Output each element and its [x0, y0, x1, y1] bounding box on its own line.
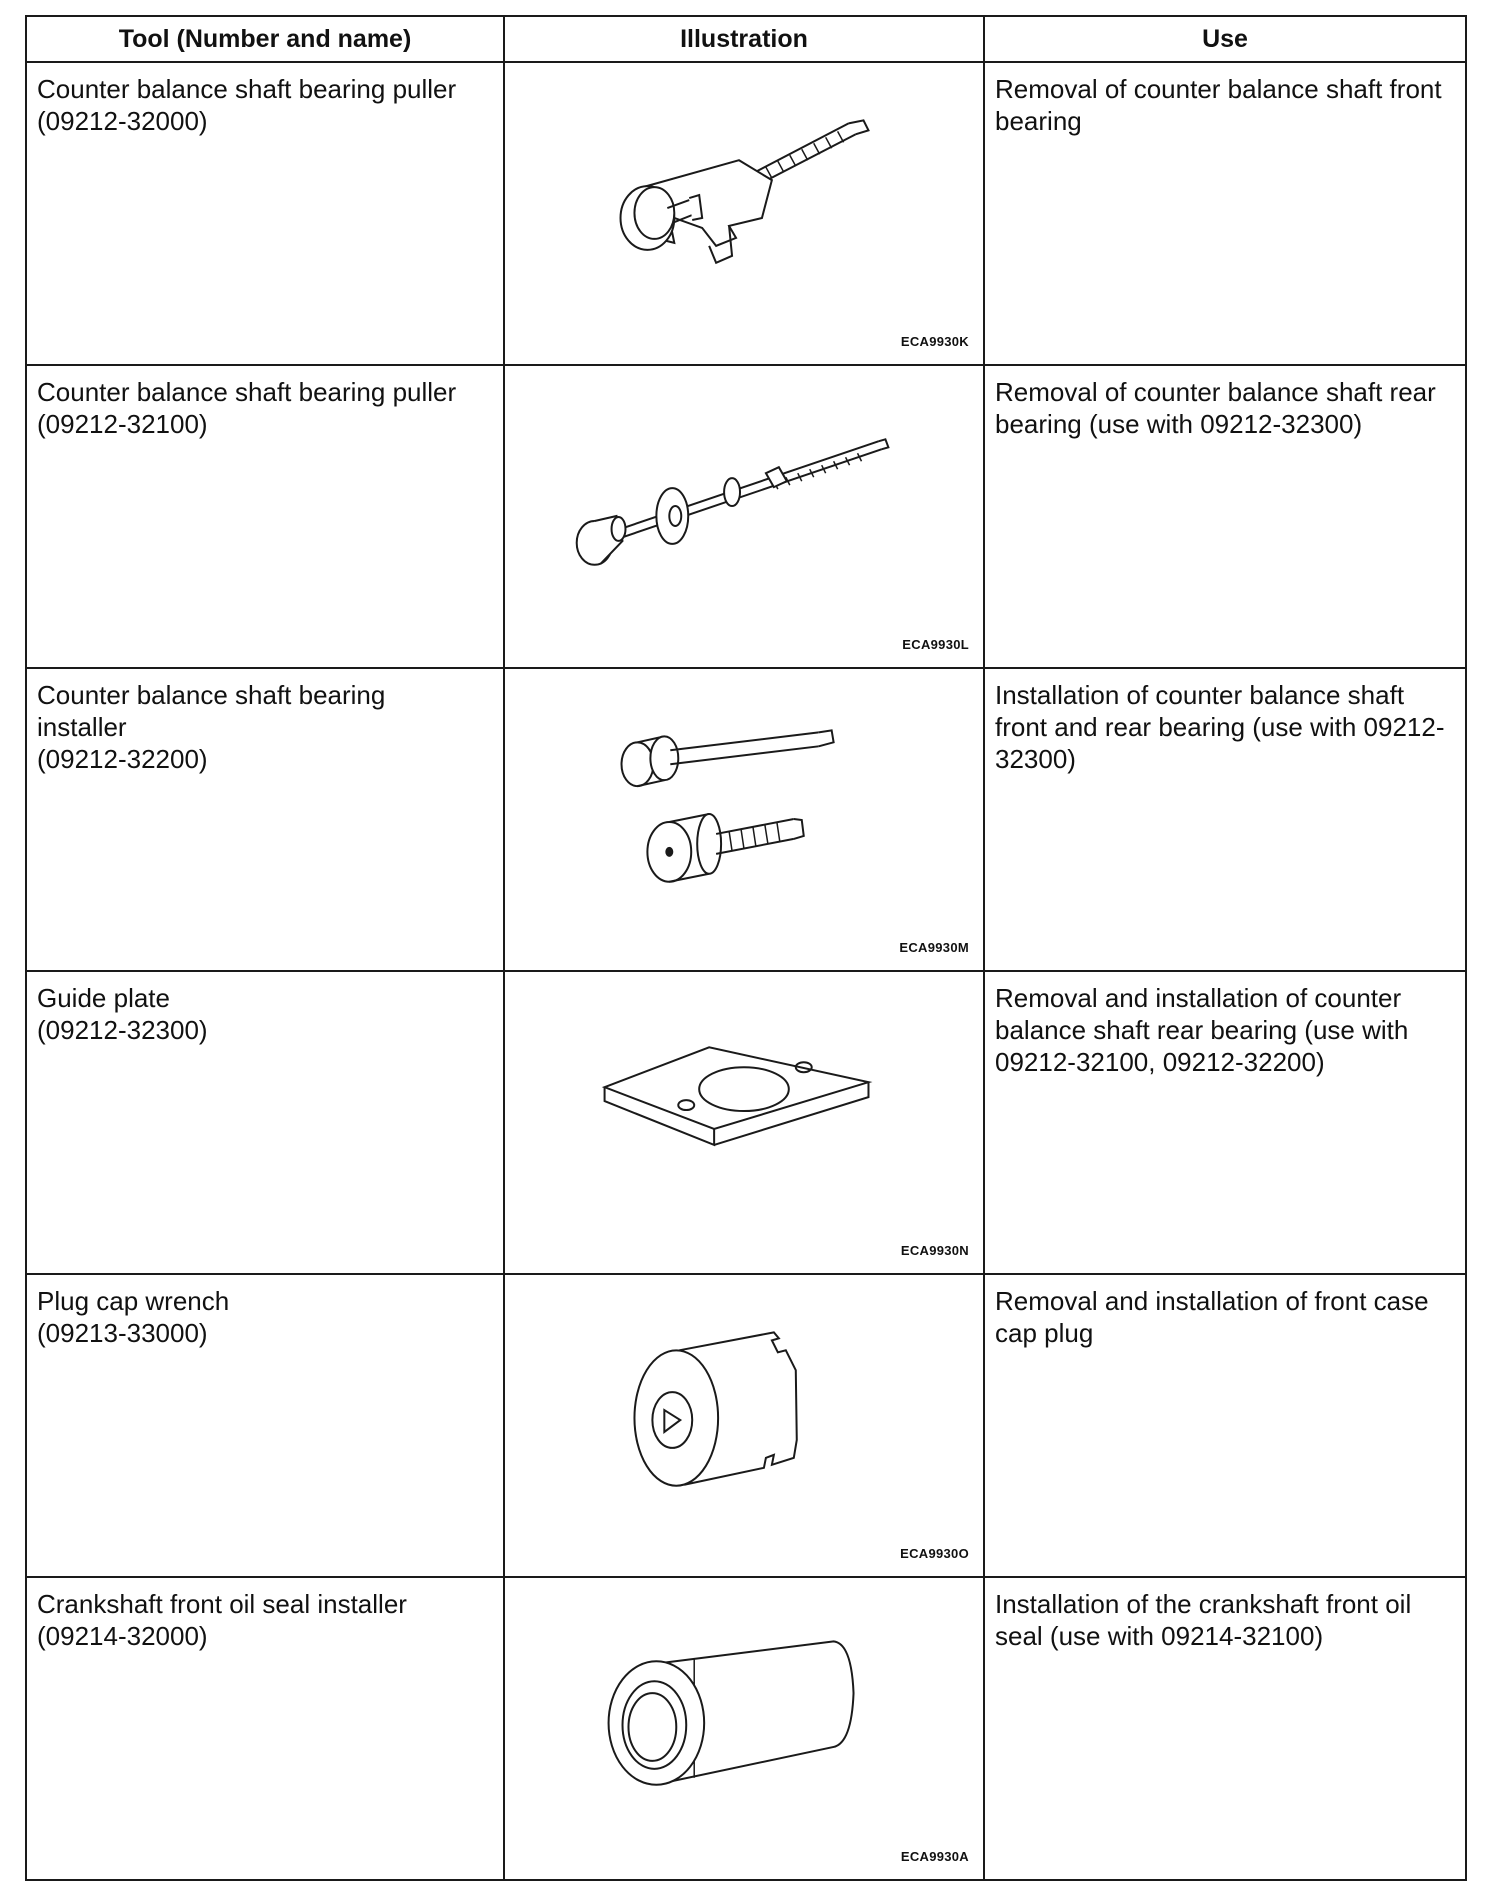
bearing-puller-rod-icon	[505, 366, 983, 667]
header-use: Use	[984, 16, 1466, 62]
figure-code: ECA9930M	[899, 940, 969, 955]
illustration-cell	[504, 668, 984, 971]
illustration-cell	[504, 971, 984, 1274]
illustration-cell	[504, 62, 984, 365]
tool-number: (09214-32000)	[37, 1621, 208, 1651]
figure-code: ECA9930A	[900, 1849, 969, 1864]
table-header-row	[26, 16, 1466, 62]
figure-code: ECA9930K	[900, 334, 969, 349]
table-row	[26, 62, 1466, 365]
guide-plate-icon	[505, 972, 983, 1273]
table-row	[26, 971, 1466, 1274]
use-cell	[984, 1274, 1466, 1577]
header-tool: Tool (Number and name)	[26, 16, 504, 62]
tool-name-cell	[26, 1577, 504, 1880]
use-description: Removal and installation of front case cap plug	[995, 1286, 1429, 1348]
tool-name: Plug cap wrench	[37, 1286, 230, 1316]
table-row	[26, 1577, 1466, 1880]
use-cell	[984, 1577, 1466, 1880]
use-cell	[984, 365, 1466, 668]
tool-number: (09212-32300)	[37, 1015, 208, 1045]
tool-name-cell	[26, 62, 504, 365]
illustration-cell	[504, 1274, 984, 1577]
use-description: Removal of counter balance shaft front bearing	[995, 74, 1442, 136]
use-description: Removal and installation of counter balance shaft rear bearing (use with 09212-32100, 09212-32200)	[995, 983, 1409, 1077]
figure-code: ECA9930N	[900, 1243, 969, 1258]
tool-number: (09212-32200)	[37, 744, 208, 774]
use-cell	[984, 62, 1466, 365]
oil-seal-installer-icon	[505, 1578, 983, 1879]
figure-code: ECA9930L	[902, 637, 969, 652]
table-row	[26, 668, 1466, 971]
use-cell	[984, 971, 1466, 1274]
tool-name: Counter balance shaft bearing puller	[37, 377, 457, 407]
table-row	[26, 1274, 1466, 1577]
tool-number: (09212-32000)	[37, 106, 208, 136]
tool-number: (09212-32100)	[37, 409, 208, 439]
use-description: Installation of counter balance shaft front and rear bearing (use with 09212-32300)	[995, 680, 1445, 774]
tool-name: Counter balance shaft bearing puller	[37, 74, 457, 104]
plug-cap-wrench-icon	[505, 1275, 983, 1576]
use-cell	[984, 668, 1466, 971]
tool-name-cell	[26, 971, 504, 1274]
tool-name-cell	[26, 1274, 504, 1577]
use-description: Installation of the crankshaft front oil seal (use with 09214-32100)	[995, 1589, 1412, 1651]
tool-name-cont: installer	[37, 712, 127, 742]
illustration-cell	[504, 1577, 984, 1880]
tool-name: Guide plate	[37, 983, 170, 1013]
header-illustration: Illustration	[504, 16, 984, 62]
special-tools-table	[25, 15, 1467, 1881]
table-row	[26, 365, 1466, 668]
tool-name-cell	[26, 365, 504, 668]
bearing-installer-icon	[505, 669, 983, 970]
tool-name-cell	[26, 668, 504, 971]
tool-number: (09213-33000)	[37, 1318, 208, 1348]
figure-code: ECA9930O	[900, 1546, 969, 1561]
bearing-puller-icon	[505, 63, 983, 364]
use-description: Removal of counter balance shaft rear bearing (use with 09212-32300)	[995, 377, 1436, 439]
tool-name: Crankshaft front oil seal installer	[37, 1589, 407, 1619]
illustration-cell	[504, 365, 984, 668]
tool-name: Counter balance shaft bearing	[37, 680, 386, 710]
